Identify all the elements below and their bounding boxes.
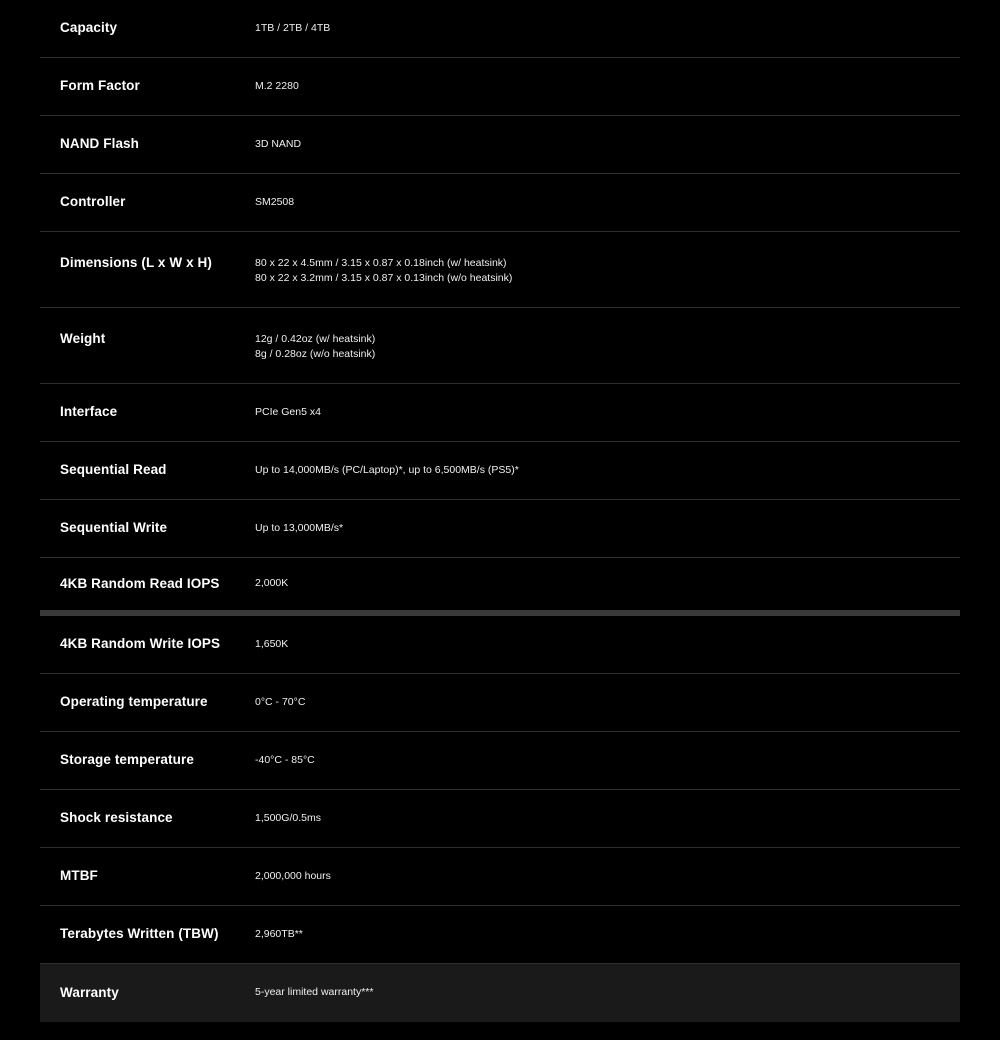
table-row <box>40 616 960 674</box>
spec-label-text: Form Factor <box>60 78 140 94</box>
spec-label <box>40 442 255 499</box>
table-row <box>40 58 960 116</box>
table-row <box>40 848 960 906</box>
spec-value <box>255 116 960 173</box>
spec-label-text: Warranty <box>60 984 119 1000</box>
table-row <box>40 790 960 848</box>
spec-value <box>255 232 960 307</box>
spec-label <box>40 674 255 731</box>
spec-value-text: 5-year limited warranty*** <box>255 986 374 999</box>
spec-value-text: 3D NAND <box>255 137 302 150</box>
spec-label-text: Interface <box>60 404 118 420</box>
spec-value <box>255 674 960 731</box>
spec-label <box>40 848 255 905</box>
table-row <box>40 732 960 790</box>
spec-label-text: 4KB Random Read IOPS <box>60 575 220 591</box>
table-row <box>40 558 960 616</box>
spec-label-text: Shock resistance <box>60 810 173 826</box>
spec-label <box>40 616 255 673</box>
spec-value <box>255 174 960 231</box>
spec-value <box>255 848 960 905</box>
spec-value-text: 0°C - 70°C <box>255 695 306 708</box>
spec-value <box>255 906 960 963</box>
spec-label <box>40 790 255 847</box>
spec-value-text: PCIe Gen5 x4 <box>255 405 321 418</box>
spec-label <box>40 174 255 231</box>
spec-value <box>255 732 960 789</box>
spec-value-text: 8g / 0.28oz (w/o heatsink) <box>255 348 376 361</box>
spec-label <box>40 500 255 557</box>
spec-value <box>255 500 960 557</box>
spec-value-text: Up to 13,000MB/s* <box>255 521 344 534</box>
spec-label-text: Weight <box>60 331 106 346</box>
table-row <box>40 0 960 58</box>
spec-label <box>40 384 255 441</box>
spec-value-text: 80 x 22 x 3.2mm / 3.15 x 0.87 x 0.13inch (w/o heatsink) <box>255 272 513 285</box>
spec-value <box>255 58 960 115</box>
spec-label <box>40 0 255 57</box>
spec-value <box>255 964 960 1022</box>
spec-label-text: Storage temperature <box>60 752 194 768</box>
spec-value-text: M.2 2280 <box>255 79 299 92</box>
table-row <box>40 174 960 232</box>
spec-value <box>255 616 960 673</box>
spec-label-text: Capacity <box>60 20 118 36</box>
spec-value-text: 2,000,000 hours <box>255 869 331 882</box>
spec-value <box>255 308 960 383</box>
spec-label-text: Sequential Write <box>60 520 168 536</box>
spec-label <box>40 232 255 307</box>
spec-value-text: 2,960TB** <box>255 927 303 940</box>
spec-value-text: 12g / 0.42oz (w/ heatsink) <box>255 333 376 345</box>
spec-label <box>40 58 255 115</box>
table-row <box>40 308 960 384</box>
spec-label-text: Terabytes Written (TBW) <box>60 926 219 942</box>
spec-label-text: Dimensions (L x W x H) <box>60 255 212 270</box>
table-row <box>40 232 960 308</box>
spec-label <box>40 964 255 1022</box>
spec-label <box>40 116 255 173</box>
spec-value-text: 2,000K <box>255 577 289 590</box>
spec-value-text: 1,650K <box>255 637 289 650</box>
spec-label <box>40 906 255 963</box>
spec-value-text: SM2508 <box>255 195 295 208</box>
spec-value-text: -40°C - 85°C <box>255 753 315 766</box>
spec-label-text: 4KB Random Write IOPS <box>60 636 221 652</box>
spec-value-text: 80 x 22 x 4.5mm / 3.15 x 0.87 x 0.18inch (w/ heatsink) <box>255 257 507 269</box>
spec-value <box>255 558 960 610</box>
spec-label <box>40 558 255 610</box>
spec-label-text: MTBF <box>60 868 98 884</box>
spec-label-text: Controller <box>60 194 126 210</box>
table-row <box>40 964 960 1022</box>
spec-label <box>40 732 255 789</box>
spec-value-text: 1TB / 2TB / 4TB <box>255 21 331 34</box>
spec-label-text: Operating temperature <box>60 694 208 710</box>
table-row <box>40 384 960 442</box>
table-row <box>40 906 960 964</box>
spec-value <box>255 0 960 57</box>
table-row <box>40 442 960 500</box>
table-row <box>40 674 960 732</box>
spec-label <box>40 308 255 383</box>
spec-value-text: 1,500G/0.5ms <box>255 811 321 824</box>
spec-label-text: Sequential Read <box>60 462 167 478</box>
table-row <box>40 116 960 174</box>
spec-value-text: Up to 14,000MB/s (PC/Laptop)*, up to 6,500MB/s (PS5)* <box>255 463 519 476</box>
spec-label-text: NAND Flash <box>60 136 140 152</box>
spec-value <box>255 442 960 499</box>
spec-value <box>255 790 960 847</box>
spec-value <box>255 384 960 441</box>
table-row <box>40 500 960 558</box>
